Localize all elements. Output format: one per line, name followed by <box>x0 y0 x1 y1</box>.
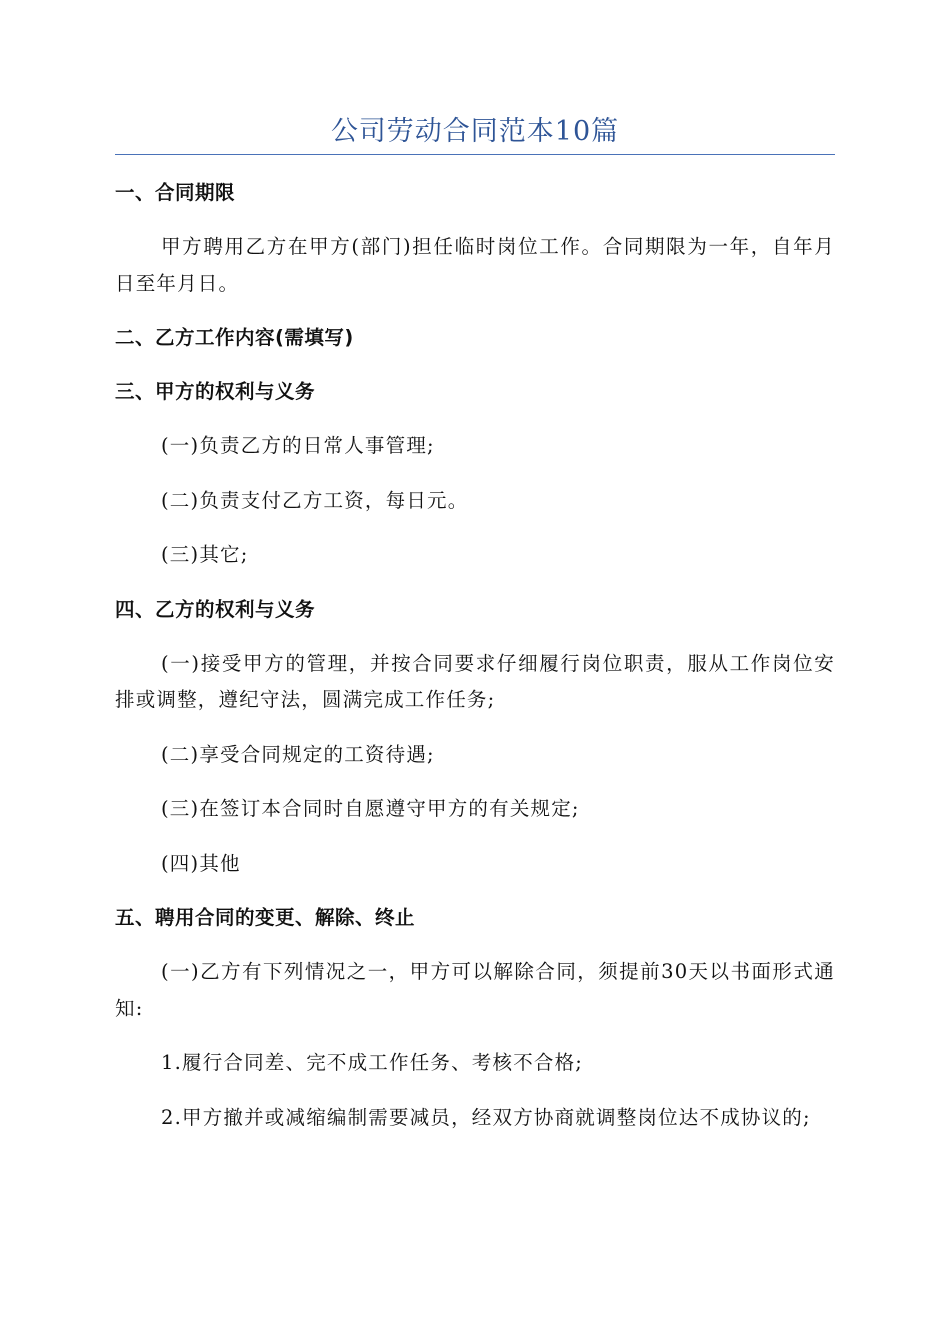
paragraph-contract-term: 甲方聘用乙方在甲方(部门)担任临时岗位工作。合同期限为一年，自年月日至年月日。 <box>115 235 835 295</box>
paragraph-party-b-item-2: (二)享受合同规定的工资待遇; <box>161 742 435 766</box>
document-title: 公司劳动合同范本10篇 <box>330 116 620 147</box>
section-heading-contract-changes: 五、聘用合同的变更、解除、终止 <box>115 906 416 929</box>
paragraph-party-a-item-2: (二)负责支付乙方工资，每日元。 <box>161 488 469 512</box>
paragraph-termination-item-1: 1.履行合同差、完不成工作任务、考核不合格; <box>161 1051 584 1074</box>
section-heading-party-b-rights: 四、乙方的权利与义务 <box>115 597 316 621</box>
title-underline <box>115 154 835 155</box>
paragraph-party-b-item-4: (四)其他 <box>161 851 241 875</box>
section-heading-work-content: 二、乙方工作内容(需填写) <box>115 326 354 349</box>
paragraph-party-a-item-3: (三)其它; <box>161 543 249 566</box>
document-body <box>115 175 835 1154</box>
paragraph-party-b-item-3: (三)在签订本合同时自愿遵守甲方的有关规定; <box>161 797 580 820</box>
section-heading-party-a-rights: 三、甲方的权利与义务 <box>115 380 316 403</box>
paragraph-termination-item-2: 2.甲方撤并或减缩编制需要减员，经双方协商就调整岗位达不成协议的; <box>161 1105 811 1129</box>
paragraph-party-a-item-1: (一)负责乙方的日常人事管理; <box>161 434 435 457</box>
section-heading-contract-term: 一、合同期限 <box>115 181 236 204</box>
paragraph-termination-conditions: (一)乙方有下列情况之一，甲方可以解除合同，须提前30天以书面形式通知: <box>115 960 835 1020</box>
paragraph-party-b-item-1: (一)接受甲方的管理，并按合同要求仔细履行岗位职责，服从工作岗位安排或调整，遵纪守法，圆满完成工作任务; <box>115 651 835 711</box>
